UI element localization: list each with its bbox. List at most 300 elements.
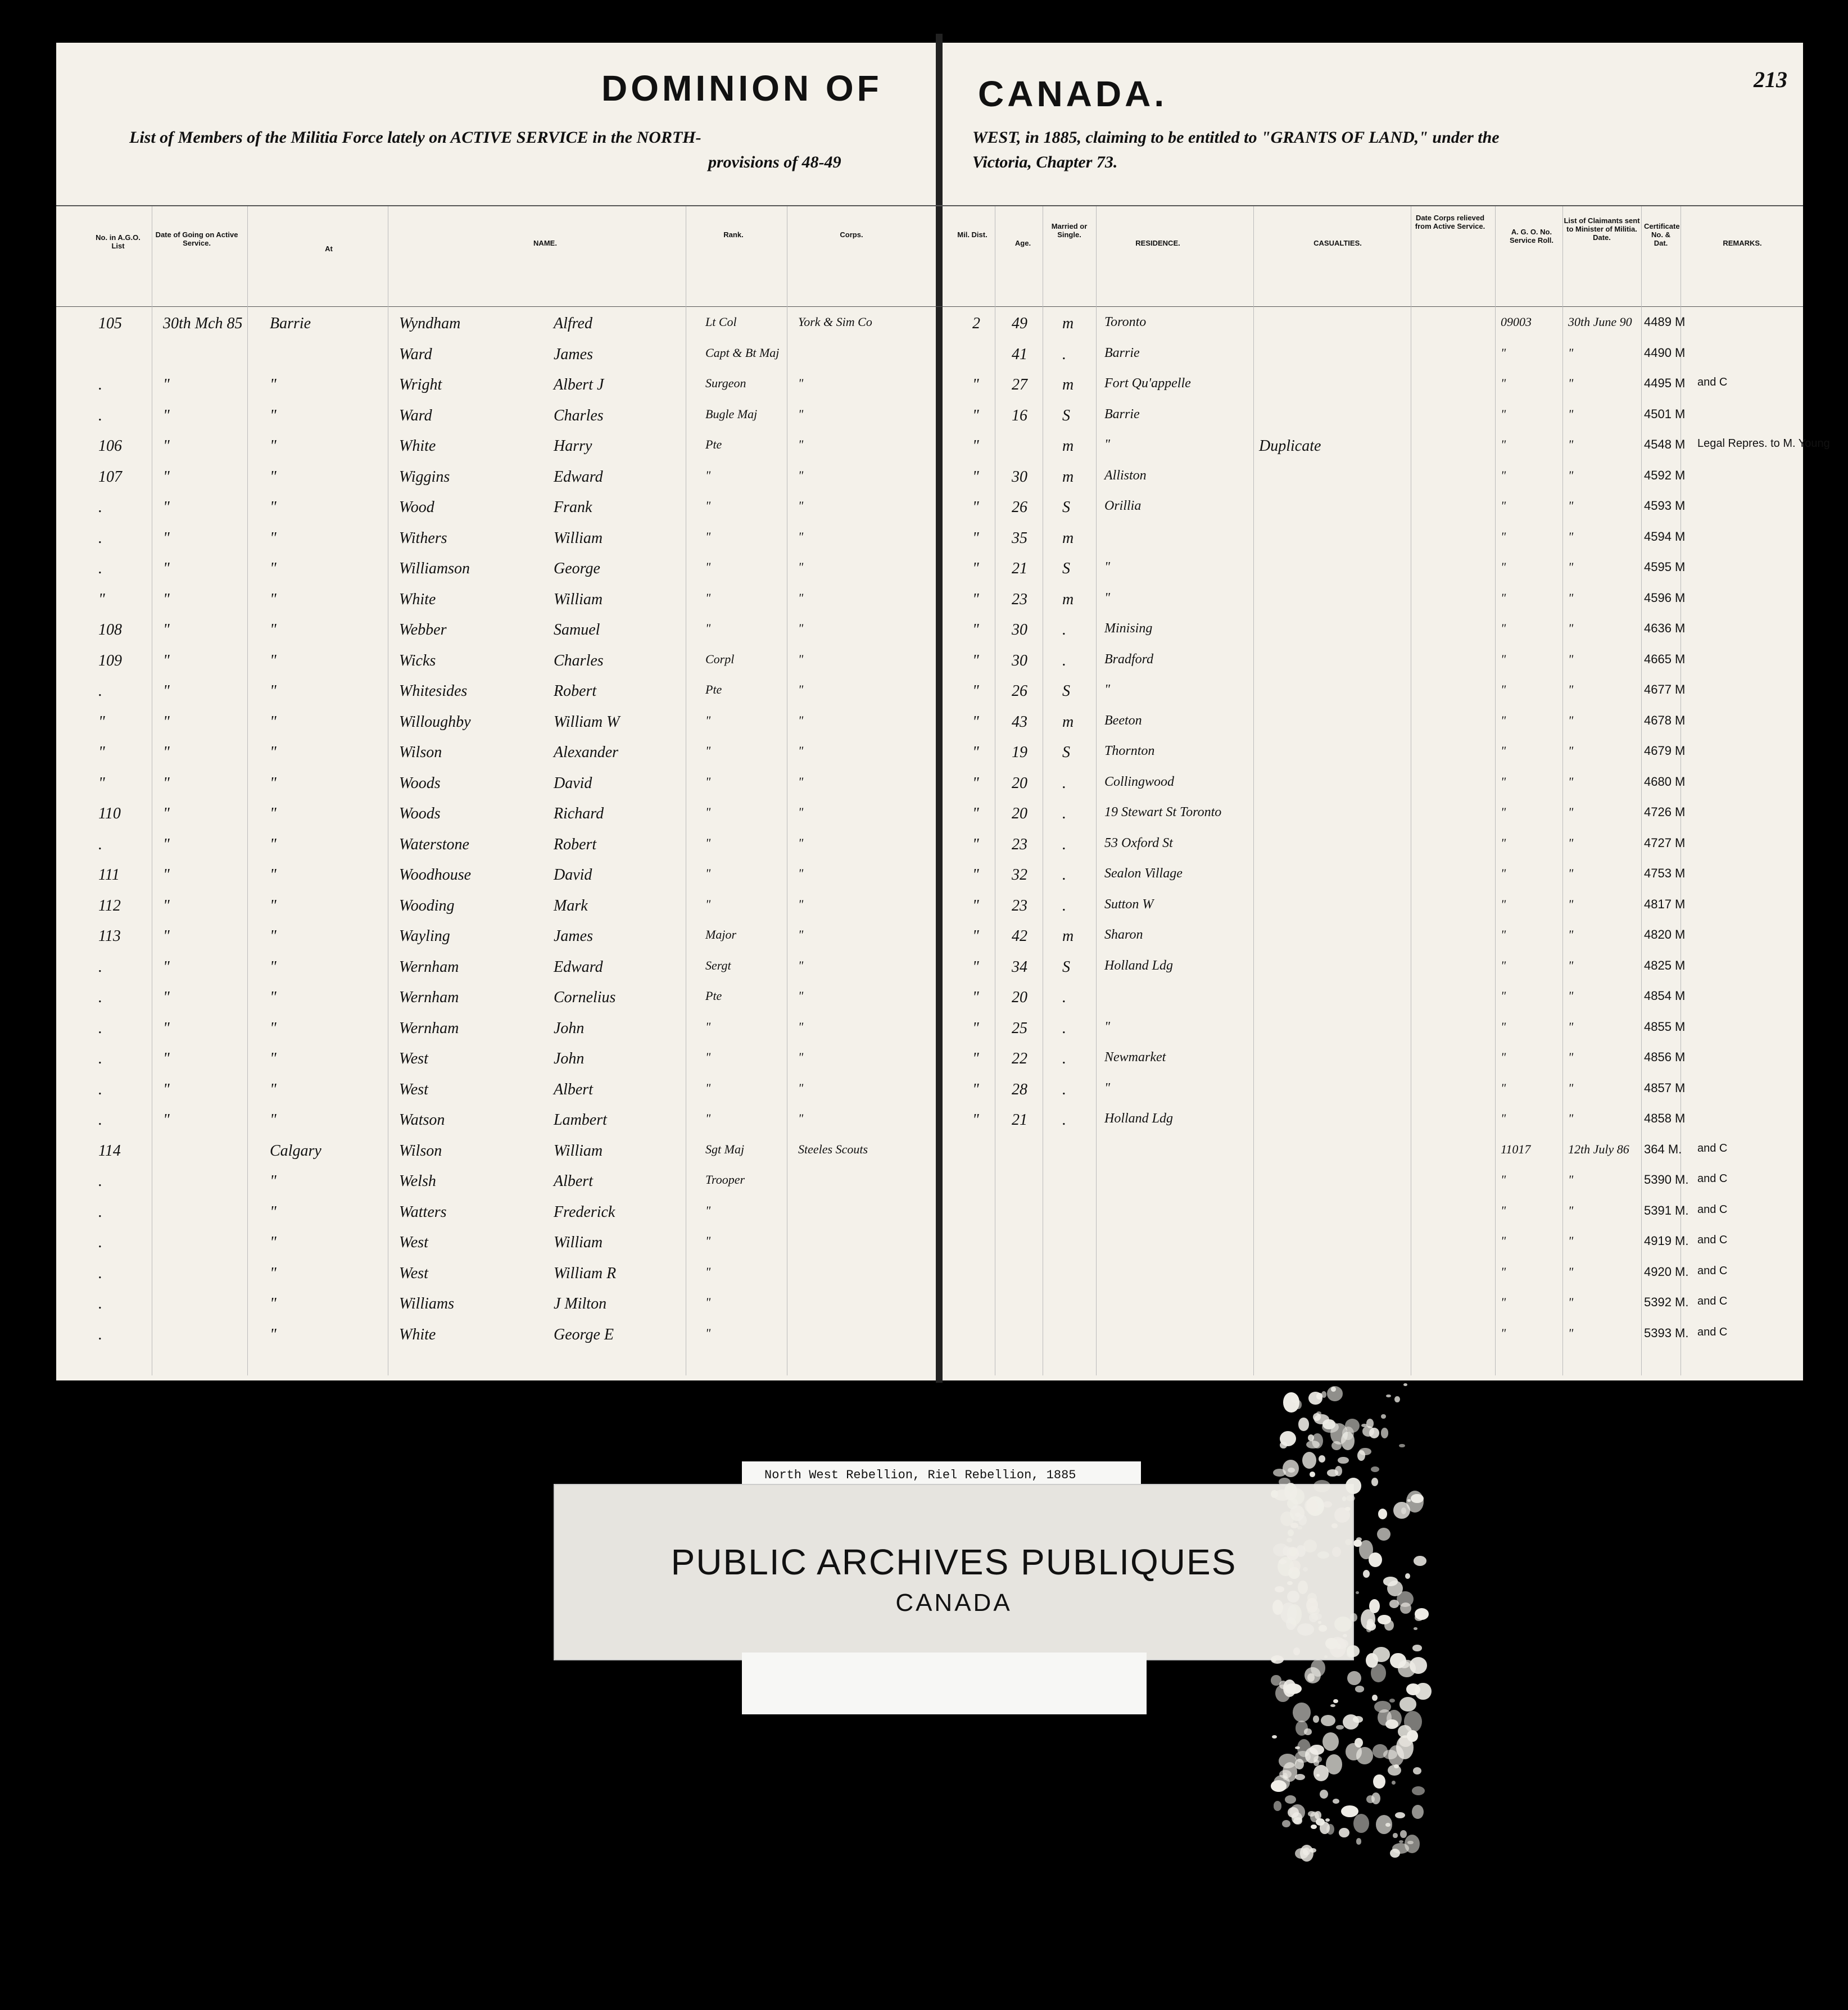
cell-ago: " — [1501, 406, 1506, 421]
cell-ago: " — [1501, 499, 1506, 513]
cell-rank: " — [705, 866, 711, 880]
cell-at: " — [270, 835, 277, 853]
cell-age: 22 — [1012, 1050, 1027, 1067]
debris-speck — [1393, 1833, 1397, 1838]
cell-date: " — [163, 774, 170, 792]
cell-rank: " — [705, 1050, 711, 1064]
cell-age: 32 — [1012, 866, 1027, 884]
cell-list: . — [98, 1325, 102, 1343]
cell-sent: " — [1568, 437, 1574, 451]
debris-speck — [1326, 1754, 1342, 1774]
cell-given: Richard — [554, 805, 604, 822]
debris-speck — [1412, 1645, 1422, 1651]
cell-cert: 4679 M — [1644, 744, 1686, 758]
cell-sent: " — [1568, 774, 1574, 789]
debris-speck — [1371, 1466, 1379, 1472]
cell-rank: " — [705, 1111, 711, 1125]
cell-dist: 2 — [972, 315, 980, 332]
debris-speck — [1307, 1673, 1315, 1682]
cell-sent: " — [1568, 897, 1574, 911]
cell-cert: 4858 M — [1644, 1111, 1686, 1125]
cell-given: David — [554, 866, 592, 884]
cell-at: " — [270, 958, 277, 976]
debris-speck — [1399, 1840, 1403, 1843]
cell-ago: " — [1501, 958, 1506, 972]
cell-rank: " — [705, 468, 711, 482]
cell-given: James — [554, 927, 593, 945]
cell-age: 19 — [1012, 744, 1027, 761]
cell-date: " — [163, 958, 170, 976]
cell-surname: Waterstone — [399, 835, 469, 853]
cell-ms: S — [1062, 406, 1070, 424]
cell-ms: m — [1062, 376, 1074, 393]
cell-surname: Withers — [399, 529, 447, 547]
cell-surname: Willoughby — [399, 713, 471, 731]
cell-at: " — [270, 437, 277, 455]
debris-speck — [1383, 1577, 1398, 1586]
cell-cert: 4678 M — [1644, 713, 1686, 727]
cell-surname: Williams — [399, 1295, 455, 1312]
cell-at: " — [270, 1295, 277, 1312]
cell-cert: 4665 M — [1644, 651, 1686, 666]
cell-date: " — [163, 1050, 170, 1067]
cell-list: " — [98, 774, 105, 792]
cell-given: William — [554, 529, 603, 547]
cell-res: Barrie — [1104, 406, 1140, 422]
cell-surname: White — [399, 437, 436, 455]
cell-cas: Duplicate — [1259, 437, 1321, 455]
cell-rank: Sgt Maj — [705, 1142, 745, 1156]
cell-rank: Bugle Maj — [705, 406, 758, 421]
cell-at: " — [270, 682, 277, 700]
cell-corps: " — [798, 1050, 804, 1064]
cell-date: " — [163, 835, 170, 853]
debris-speck — [1298, 1581, 1308, 1594]
cell-cert: 4680 M — [1644, 774, 1686, 789]
cell-rank: " — [705, 621, 711, 635]
cell-sent: " — [1568, 1080, 1574, 1095]
debris-speck — [1272, 1735, 1276, 1739]
header-rule-right — [939, 205, 1803, 206]
cell-cert: 4490 M — [1644, 345, 1686, 360]
cell-sent: " — [1568, 927, 1574, 941]
cell-list: 114 — [98, 1142, 121, 1160]
cell-date: " — [163, 744, 170, 761]
debris-speck — [1322, 1732, 1339, 1751]
cell-ago: " — [1501, 744, 1506, 758]
cell-ago: " — [1501, 345, 1506, 360]
cell-list: . — [98, 1295, 102, 1312]
debris-speck — [1313, 1715, 1319, 1723]
col-header-married: Married or Single. — [1051, 222, 1088, 239]
cell-ago: " — [1501, 1111, 1506, 1125]
debris-speck — [1326, 1824, 1335, 1835]
cell-age: 23 — [1012, 590, 1027, 608]
cell-sent: 12th July 86 — [1568, 1142, 1629, 1156]
cell-cert: 4592 M — [1644, 468, 1686, 482]
cell-cert: 4489 M — [1644, 315, 1686, 329]
cell-corps: York & Sim Co — [798, 315, 872, 329]
cell-surname: Wernham — [399, 989, 459, 1006]
cell-sent: " — [1568, 468, 1574, 482]
cell-rank: Trooper — [705, 1172, 745, 1187]
cell-ago: " — [1501, 468, 1506, 482]
cell-dist: " — [972, 713, 979, 731]
cell-corps: " — [798, 1111, 804, 1125]
cell-rank: Surgeon — [705, 376, 746, 390]
cell-ms: S — [1062, 958, 1070, 976]
col-header-age: Age. — [1014, 239, 1031, 247]
debris-speck — [1308, 1392, 1322, 1405]
column-rule-left — [56, 306, 943, 307]
cell-res: Sharon — [1104, 927, 1143, 942]
col-header-at: At — [325, 245, 333, 253]
cell-sent: " — [1568, 1234, 1574, 1248]
debris-speck — [1288, 1468, 1296, 1473]
cell-age: 21 — [1012, 560, 1027, 577]
cell-age: 23 — [1012, 835, 1027, 853]
cell-at: " — [270, 1234, 277, 1251]
page-number: 213 — [1754, 67, 1787, 92]
cell-cert: 4820 M — [1644, 927, 1686, 941]
debris-speck — [1356, 1747, 1373, 1764]
cell-ago: " — [1501, 1325, 1506, 1340]
cell-ms: . — [1062, 1080, 1066, 1098]
cell-res: Minising — [1104, 621, 1153, 636]
debris-speck — [1274, 1775, 1290, 1790]
cell-rank: Lt Col — [705, 315, 737, 329]
debris-speck — [1399, 1697, 1417, 1712]
cell-at: Barrie — [270, 315, 311, 332]
cell-at: " — [270, 1264, 277, 1282]
cell-surname: Watson — [399, 1111, 445, 1129]
cell-sent: " — [1568, 958, 1574, 972]
cell-at: " — [270, 744, 277, 761]
cell-list: " — [98, 713, 105, 731]
cell-at: " — [270, 560, 277, 577]
cell-given: Frank — [554, 499, 592, 516]
cell-at: " — [270, 590, 277, 608]
debris-speck — [1415, 1614, 1423, 1620]
cell-rem: and C — [1697, 1295, 1728, 1307]
cell-age: 30 — [1012, 651, 1027, 669]
cell-sent: " — [1568, 529, 1574, 544]
archive-name-line-2: CANADA — [895, 1589, 1012, 1617]
cell-ms: . — [1062, 621, 1066, 639]
cell-surname: Wilson — [399, 1142, 442, 1160]
cell-age: 30 — [1012, 621, 1027, 639]
cell-surname: Welsh — [399, 1172, 436, 1190]
cell-ago: " — [1501, 682, 1506, 696]
header-rule-left — [56, 205, 943, 206]
cell-cert: 4727 M — [1644, 835, 1686, 850]
cell-list: . — [98, 682, 102, 700]
cell-ago: " — [1501, 1080, 1506, 1095]
cell-given: Harry — [554, 437, 592, 455]
cell-ms: m — [1062, 590, 1074, 608]
cell-surname: Wilson — [399, 744, 442, 761]
debris-speck — [1390, 1849, 1400, 1858]
cell-given: Edward — [554, 468, 603, 486]
cell-ms: . — [1062, 1050, 1066, 1067]
cell-ago: " — [1501, 989, 1506, 1003]
debris-speck — [1303, 1540, 1317, 1552]
cell-date: " — [163, 621, 170, 639]
cell-rem: and C — [1697, 1264, 1728, 1277]
cell-rank: " — [705, 560, 711, 574]
debris-speck — [1298, 1515, 1306, 1525]
cell-surname: Wayling — [399, 927, 450, 945]
debris-speck — [1275, 1685, 1290, 1703]
cell-ms: m — [1062, 468, 1074, 486]
col-divider — [1253, 206, 1254, 1375]
debris-speck — [1400, 1602, 1411, 1614]
cell-surname: West — [399, 1050, 428, 1067]
cell-given: William — [554, 1234, 603, 1251]
cell-dist: " — [972, 621, 979, 639]
cell-date: " — [163, 376, 170, 393]
cell-age: 23 — [1012, 897, 1027, 915]
debris-speck — [1414, 1556, 1426, 1566]
cell-ago: " — [1501, 713, 1506, 727]
cell-at: " — [270, 713, 277, 731]
cell-rank: Corpl — [705, 651, 735, 666]
cell-res: " — [1104, 560, 1111, 574]
debris-speck — [1321, 1715, 1335, 1726]
cell-res: Toronto — [1104, 315, 1147, 329]
debris-speck — [1359, 1448, 1371, 1455]
debris-speck — [1298, 1418, 1309, 1430]
cell-corps: " — [798, 529, 804, 544]
cell-dist: " — [972, 560, 979, 577]
cell-sent: " — [1568, 499, 1574, 513]
cell-list: . — [98, 1234, 102, 1251]
cell-at: " — [270, 866, 277, 884]
cell-sent: " — [1568, 345, 1574, 360]
debris-speck — [1371, 1478, 1378, 1486]
cell-dist: " — [972, 1019, 979, 1037]
cell-age: 42 — [1012, 927, 1027, 945]
cell-date: " — [163, 866, 170, 884]
cell-at: " — [270, 1325, 277, 1343]
cell-age: 49 — [1012, 315, 1027, 332]
cell-corps: Steeles Scouts — [798, 1142, 868, 1156]
cell-ms: m — [1062, 437, 1074, 455]
cell-date: " — [163, 713, 170, 731]
cell-corps: " — [798, 499, 804, 513]
cell-corps: " — [798, 774, 804, 789]
debris-speck — [1333, 1699, 1338, 1703]
cell-ms: S — [1062, 682, 1070, 700]
col-divider — [1495, 206, 1496, 1375]
cell-ms: . — [1062, 897, 1066, 915]
cell-at: " — [270, 1019, 277, 1037]
debris-speck — [1392, 1781, 1396, 1785]
cell-ago: " — [1501, 1264, 1506, 1279]
cell-res: " — [1104, 590, 1111, 605]
cell-surname: Watters — [399, 1203, 447, 1221]
cell-age: 20 — [1012, 774, 1027, 792]
cell-list: 105 — [98, 315, 122, 332]
cell-list: 110 — [98, 805, 121, 822]
debris-speck — [1412, 1786, 1425, 1795]
cell-list: . — [98, 958, 102, 976]
cell-rank: Pte — [705, 437, 722, 451]
archive-card-tab — [742, 1653, 1147, 1714]
cell-cert: 5392 M. — [1644, 1295, 1689, 1309]
debris-speck — [1285, 1795, 1296, 1804]
cell-res: Newmarket — [1104, 1050, 1166, 1065]
header-right-subtitle-1: WEST, in 1885, claiming to be entitled to "GRANTS OF LAND," under the — [972, 128, 1500, 147]
cell-given: James — [554, 345, 593, 363]
cell-dist: " — [972, 774, 979, 792]
debris-speck — [1341, 1805, 1358, 1817]
cell-surname: West — [399, 1234, 428, 1251]
cell-sent: " — [1568, 590, 1574, 605]
cell-given: Charles — [554, 651, 604, 669]
cell-age: 20 — [1012, 805, 1027, 822]
debris-speck — [1313, 1413, 1321, 1421]
debris-speck — [1356, 1591, 1359, 1594]
cell-date: " — [163, 1111, 170, 1129]
cell-sent: " — [1568, 560, 1574, 574]
cell-date: " — [163, 989, 170, 1006]
col-header-name: NAME. — [533, 239, 557, 247]
debris-speck — [1385, 1823, 1390, 1827]
cell-cert: 364 M. — [1644, 1142, 1682, 1156]
cell-surname: Wicks — [399, 651, 436, 669]
cell-res: Sutton W — [1104, 897, 1154, 912]
cell-surname: White — [399, 1325, 436, 1343]
cell-date: " — [163, 529, 170, 547]
cell-given: William — [554, 1142, 603, 1160]
debris-speck — [1310, 1472, 1315, 1477]
cell-corps: " — [798, 406, 804, 421]
cell-cert: 5393 M. — [1644, 1325, 1689, 1340]
col-header-rank: Rank. — [723, 230, 744, 239]
debris-speck — [1309, 1613, 1318, 1622]
cell-surname: Wright — [399, 376, 442, 393]
cell-at: " — [270, 529, 277, 547]
cell-ago: " — [1501, 774, 1506, 789]
cell-corps: " — [798, 989, 804, 1003]
cell-given: David — [554, 774, 592, 792]
cell-res: Sealon Village — [1104, 866, 1183, 881]
cell-date: " — [163, 590, 170, 608]
cell-cert: 4636 M — [1644, 621, 1686, 635]
cell-date: " — [163, 651, 170, 669]
debris-speck — [1407, 1499, 1411, 1501]
cell-list: . — [98, 1203, 102, 1221]
debris-speck — [1378, 1615, 1391, 1624]
col-header-date-relieved: Date Corps relieved from Active Service. — [1415, 214, 1485, 230]
cell-list: 112 — [98, 897, 121, 915]
cell-res: Fort Qu'appelle — [1104, 376, 1191, 391]
cell-given: Edward — [554, 958, 603, 976]
debris-speck — [1306, 1598, 1317, 1613]
debris-speck — [1386, 1395, 1391, 1398]
cell-list: . — [98, 406, 102, 424]
cell-surname: Wood — [399, 499, 434, 516]
cell-sent: " — [1568, 1172, 1574, 1187]
debris-speck — [1331, 1441, 1342, 1450]
cell-ago: " — [1501, 1050, 1506, 1064]
cell-ago: " — [1501, 835, 1506, 850]
cell-rank: " — [705, 1264, 711, 1279]
debris-speck — [1395, 1812, 1405, 1818]
book-gutter — [936, 34, 943, 1383]
cell-cert: 5390 M. — [1644, 1172, 1689, 1187]
cell-given: George — [554, 560, 600, 577]
debris-speck — [1389, 1600, 1399, 1608]
debris-speck — [1412, 1805, 1424, 1819]
cell-at: " — [270, 989, 277, 1006]
header-right-title: CANADA. — [978, 74, 1168, 114]
cell-ago: " — [1501, 805, 1506, 819]
cell-sent: " — [1568, 1019, 1574, 1034]
archive-stamp-card — [554, 1484, 1354, 1660]
cell-date: " — [163, 499, 170, 516]
debris-speck — [1404, 1711, 1422, 1732]
debris-speck — [1319, 1625, 1327, 1631]
cell-rank: " — [705, 1325, 711, 1340]
cell-age: 28 — [1012, 1080, 1027, 1098]
debris-speck — [1300, 1845, 1313, 1862]
debris-speck — [1345, 1507, 1351, 1511]
cell-given: Lambert — [554, 1111, 607, 1129]
cell-given: Mark — [554, 897, 588, 915]
cell-at: " — [270, 499, 277, 516]
cell-ms: m — [1062, 315, 1074, 332]
cell-ago: " — [1501, 927, 1506, 941]
cell-rank: " — [705, 805, 711, 819]
col-divider — [1641, 206, 1642, 1375]
debris-speck — [1305, 1499, 1318, 1513]
debris-speck — [1290, 1804, 1306, 1820]
debris-speck — [1303, 1567, 1308, 1572]
cell-rank: Capt & Bt Maj — [705, 345, 780, 360]
cell-dist: " — [972, 989, 979, 1006]
cell-date: " — [163, 437, 170, 455]
cell-sent: " — [1568, 713, 1574, 727]
cell-cert: 4595 M — [1644, 560, 1686, 574]
cell-corps: " — [798, 897, 804, 911]
debris-speck — [1381, 1414, 1386, 1419]
cell-corps: " — [798, 376, 804, 390]
cell-ago: " — [1501, 651, 1506, 666]
cell-corps: " — [798, 744, 804, 758]
debris-speck — [1331, 1523, 1338, 1528]
debris-speck — [1390, 1653, 1406, 1669]
debris-speck — [1317, 1551, 1329, 1559]
cell-surname: Woods — [399, 774, 441, 792]
cell-dist: " — [972, 376, 979, 393]
header-right-subtitle-2: Victoria, Chapter 73. — [972, 153, 1118, 171]
debris-speck — [1347, 1645, 1360, 1657]
cell-ms: . — [1062, 805, 1066, 822]
cell-rank: " — [705, 713, 711, 727]
cell-given: Albert — [554, 1080, 593, 1098]
cell-rem: Legal Repres. to M. Young — [1697, 437, 1830, 450]
debris-speck — [1405, 1835, 1420, 1853]
debris-speck — [1414, 1627, 1417, 1629]
cell-at: " — [270, 897, 277, 915]
debris-speck — [1389, 1699, 1395, 1703]
cell-corps: " — [798, 958, 804, 972]
debris-speck — [1329, 1637, 1346, 1658]
cell-cert: 4726 M — [1644, 805, 1686, 819]
debris-speck — [1323, 1501, 1332, 1508]
